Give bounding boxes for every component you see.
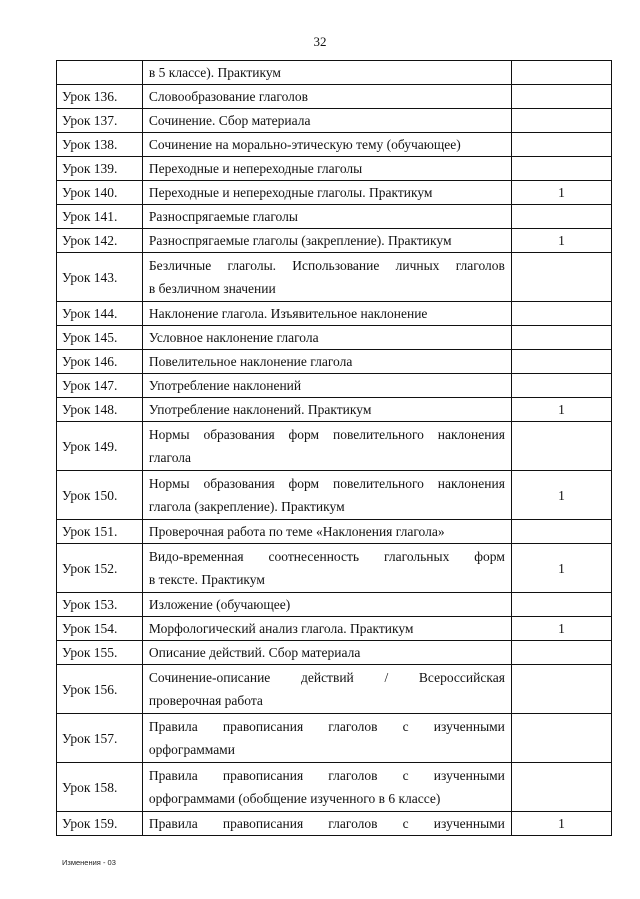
lesson-topic-cell — [142, 398, 511, 422]
lesson-topic-line: Наклонение глагола. Изъявительное наклонение — [148, 306, 428, 321]
lesson-topic-line: Нормы образования форм повелительного наклонения — [148, 476, 505, 491]
lesson-topic-line: Повелительное наклонение глагола — [148, 354, 353, 369]
table-row — [57, 253, 612, 302]
lesson-topic-line: Сочинение. Сбор материала — [148, 113, 311, 128]
lesson-hours-cell — [511, 109, 611, 133]
lesson-topic-line: глагола (закрепление). Практикум — [148, 499, 345, 514]
table-row — [57, 133, 612, 157]
lesson-topic-cell — [142, 157, 511, 181]
lesson-topic-cell — [142, 471, 511, 520]
lesson-hours-cell: 1 — [511, 181, 611, 205]
lesson-number-cell: Урок 143. — [57, 253, 143, 302]
lesson-number-cell: Урок 146. — [57, 350, 143, 374]
lesson-number-cell: Урок 159. — [57, 812, 143, 836]
lesson-hours-cell — [511, 665, 611, 714]
lesson-topic-line: Проверочная работа по теме «Наклонения глагола» — [148, 524, 445, 539]
lesson-number-cell: Урок 151. — [57, 520, 143, 544]
table-row — [57, 471, 612, 520]
lesson-topic-line: Морфологический анализ глагола. Практикум — [148, 621, 414, 636]
lesson-topic-line: Видо-временная соотнесенность глагольных форм — [148, 549, 505, 564]
lesson-topic-line: Описание действий. Сбор материала — [148, 645, 361, 660]
lesson-topic-cell — [142, 302, 511, 326]
lesson-number-cell: Урок 154. — [57, 617, 143, 641]
table-row — [57, 763, 612, 812]
lesson-number-cell: Урок 148. — [57, 398, 143, 422]
lesson-hours-cell — [511, 374, 611, 398]
lesson-hours-cell: 1 — [511, 471, 611, 520]
lesson-topic-line: Условное наклонение глагола — [148, 330, 319, 345]
table-row — [57, 374, 612, 398]
lesson-topic-line: Разноспрягаемые глаголы (закрепление). Практикум — [148, 233, 452, 248]
lesson-number-cell: Урок 152. — [57, 544, 143, 593]
lesson-hours-cell — [511, 302, 611, 326]
lesson-number-cell: Урок 153. — [57, 593, 143, 617]
table-row — [57, 109, 612, 133]
lesson-number-cell: Урок 158. — [57, 763, 143, 812]
lesson-hours-cell — [511, 61, 611, 85]
table-row — [57, 641, 612, 665]
lesson-hours-cell — [511, 326, 611, 350]
table-row — [57, 181, 612, 205]
lesson-number-cell — [57, 61, 143, 85]
lesson-number-cell: Урок 147. — [57, 374, 143, 398]
lesson-topic-line: в 5 классе). Практикум — [148, 65, 281, 80]
table-row — [57, 665, 612, 714]
lesson-topic-line: Разноспрягаемые глаголы — [148, 209, 298, 224]
lesson-topic-line: Безличные глаголы. Использование личных глаголов — [148, 258, 505, 273]
lesson-topic-line: Сочинение-описание действий / Всероссийская — [148, 670, 505, 685]
lesson-number-cell: Урок 141. — [57, 205, 143, 229]
lesson-topic-line: орфограммами (обобщение изученного в 6 классе) — [148, 791, 441, 806]
footer-revision-note: Изменения - 03 — [62, 858, 116, 867]
lesson-hours-cell — [511, 714, 611, 763]
lesson-number-cell: Урок 157. — [57, 714, 143, 763]
lesson-table-body — [57, 61, 612, 836]
lesson-topic-cell — [142, 520, 511, 544]
lesson-topic-cell — [142, 593, 511, 617]
table-row — [57, 617, 612, 641]
lesson-topic-line: Словообразование глаголов — [148, 89, 309, 104]
lesson-hours-cell — [511, 641, 611, 665]
table-row — [57, 205, 612, 229]
lesson-topic-cell — [142, 641, 511, 665]
lesson-topic-cell — [142, 61, 511, 85]
lesson-topic-cell — [142, 253, 511, 302]
lesson-topic-cell — [142, 617, 511, 641]
table-row — [57, 544, 612, 593]
lesson-topic-line: Нормы образования форм повелительного наклонения — [148, 427, 505, 442]
page-number: 32 — [313, 34, 327, 49]
table-row — [57, 812, 612, 836]
lesson-topic-line: Сочинение на морально-этическую тему (обучающее) — [148, 137, 461, 152]
lesson-topic-line: Изложение (обучающее) — [148, 597, 291, 612]
lesson-hours-cell — [511, 205, 611, 229]
table-row — [57, 714, 612, 763]
lesson-topic-line: проверочная работа — [148, 693, 263, 708]
table-row — [57, 422, 612, 471]
table-row — [57, 61, 612, 85]
table-row — [57, 157, 612, 181]
table-row — [57, 302, 612, 326]
lesson-topic-line: Переходные и непереходные глаголы. Практикум — [148, 185, 433, 200]
lesson-number-cell: Урок 138. — [57, 133, 143, 157]
lesson-hours-cell — [511, 253, 611, 302]
lesson-number-cell: Урок 156. — [57, 665, 143, 714]
lesson-hours-cell: 1 — [511, 812, 611, 836]
lesson-plan-table — [56, 60, 612, 836]
lesson-topic-cell — [142, 109, 511, 133]
lesson-hours-cell: 1 — [511, 617, 611, 641]
lesson-topic-line: орфограммами — [148, 742, 235, 757]
lesson-hours-cell — [511, 133, 611, 157]
lesson-hours-cell — [511, 422, 611, 471]
lesson-topic-line: в безличном значении — [148, 281, 276, 296]
lesson-topic-line: Правила правописания глаголов с изученными — [148, 816, 505, 831]
lesson-topic-line: Правила правописания глаголов с изученными — [148, 719, 505, 734]
lesson-hours-cell — [511, 520, 611, 544]
lesson-number-cell: Урок 142. — [57, 229, 143, 253]
lesson-topic-cell — [142, 229, 511, 253]
lesson-number-cell: Урок 139. — [57, 157, 143, 181]
lesson-hours-cell — [511, 85, 611, 109]
lesson-topic-line: глагола — [148, 450, 192, 465]
table-row — [57, 520, 612, 544]
table-row — [57, 326, 612, 350]
lesson-topic-cell — [142, 181, 511, 205]
lesson-number-cell: Урок 149. — [57, 422, 143, 471]
lesson-topic-line: Переходные и непереходные глаголы — [148, 161, 363, 176]
table-row — [57, 398, 612, 422]
lesson-hours-cell — [511, 763, 611, 812]
lesson-hours-cell: 1 — [511, 229, 611, 253]
lesson-hours-cell — [511, 593, 611, 617]
lesson-topic-line: Употребление наклонений — [148, 378, 302, 393]
lesson-hours-cell — [511, 350, 611, 374]
lesson-topic-cell — [142, 812, 511, 836]
lesson-topic-cell — [142, 326, 511, 350]
lesson-topic-cell — [142, 422, 511, 471]
lesson-hours-cell: 1 — [511, 398, 611, 422]
lesson-number-cell: Урок 140. — [57, 181, 143, 205]
lesson-hours-cell — [511, 157, 611, 181]
lesson-hours-cell: 1 — [511, 544, 611, 593]
table-row — [57, 229, 612, 253]
lesson-topic-cell — [142, 665, 511, 714]
table-row — [57, 593, 612, 617]
lesson-topic-cell — [142, 85, 511, 109]
lesson-topic-cell — [142, 205, 511, 229]
lesson-topic-cell — [142, 350, 511, 374]
lesson-topic-line: Употребление наклонений. Практикум — [148, 402, 372, 417]
lesson-topic-line: в тексте. Практикум — [148, 572, 265, 587]
lesson-number-cell: Урок 155. — [57, 641, 143, 665]
lesson-topic-cell — [142, 714, 511, 763]
lesson-number-cell: Урок 137. — [57, 109, 143, 133]
lesson-number-cell: Урок 144. — [57, 302, 143, 326]
lesson-number-cell: Урок 150. — [57, 471, 143, 520]
lesson-topic-cell — [142, 544, 511, 593]
lesson-topic-cell — [142, 133, 511, 157]
table-row — [57, 350, 612, 374]
lesson-topic-cell — [142, 763, 511, 812]
table-row — [57, 85, 612, 109]
lesson-number-cell: Урок 136. — [57, 85, 143, 109]
lesson-number-cell: Урок 145. — [57, 326, 143, 350]
lesson-topic-line: Правила правописания глаголов с изученными — [148, 768, 505, 783]
lesson-topic-cell — [142, 374, 511, 398]
